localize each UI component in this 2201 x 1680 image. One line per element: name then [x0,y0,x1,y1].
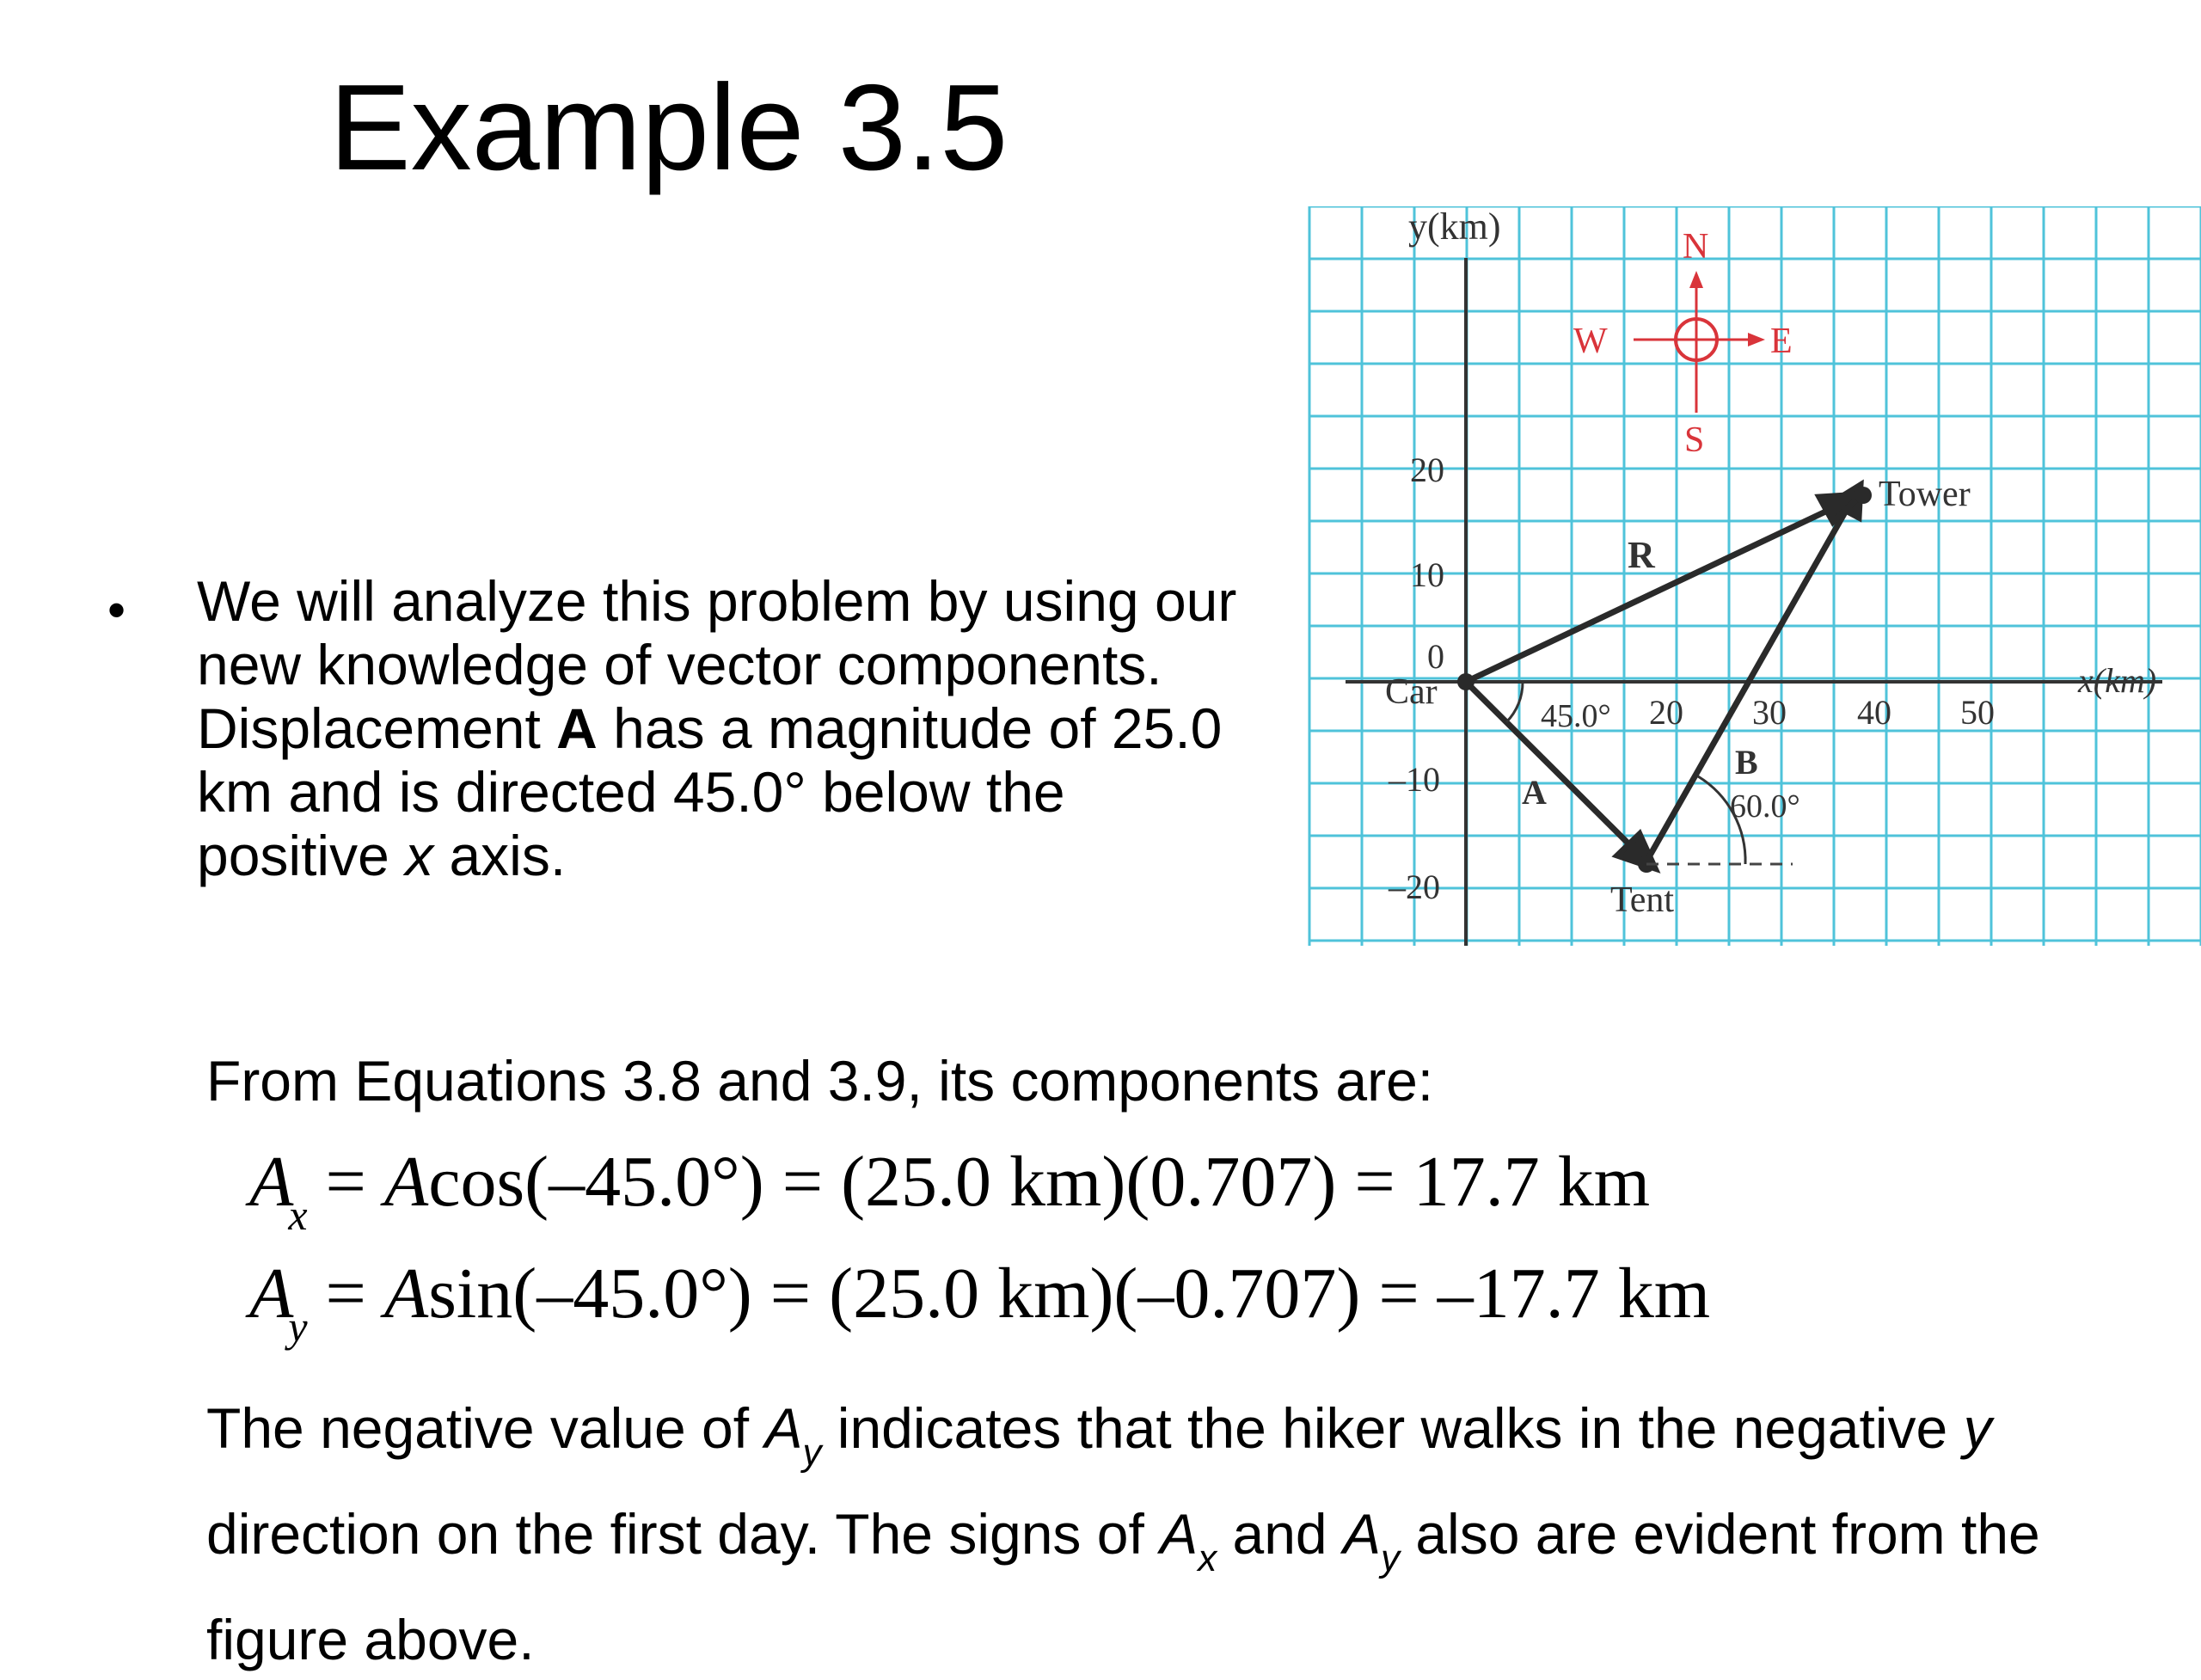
conclusion-text: The negative value of $A_y$ indicates that the hiker walks in the negative y direction on the first day. The signs of $A_x$ and $A_y$ also are evident from the figure above. [206,1396,2040,1671]
compass-west: W [1573,322,1608,361]
compass-east: E [1770,322,1793,361]
equation-ay: $A_y = Asin(-45.0^\circ) = (25.0$ km)(–0.707) = –17.7 km [249,1254,1711,1351]
bullet-text: We will analyze this problem by using our new knowledge of vector components. Displacement A has a magnitude of 25.0 km and is directed 45.0° below the positive x axis. [197,569,1237,887]
vector-r-label: R [1628,534,1655,576]
angle-b-label: 60.0° [1730,788,1800,825]
y-tick-10: 10 [1410,555,1444,594]
x-axis-label: x(km) [2078,661,2157,700]
y-tick-neg20: –20 [1389,868,1440,906]
slide-title: Example 3.5 [329,59,1009,196]
car-point-icon [1457,673,1474,690]
equation-ax: $A_x = Acos(-45.0^\circ) = (25.0$ km)(0.707) = 17.7 km [249,1142,1651,1239]
y-tick-neg10: –10 [1389,760,1440,799]
bullet-icon: • [107,581,126,639]
angle-a-label: 45.0° [1541,698,1611,734]
compass-north: N [1683,227,1709,267]
x-tick-20: 20 [1649,693,1683,732]
tent-label: Tent [1610,880,1675,920]
vector-b-label: B [1735,743,1758,782]
compass-south: S [1684,420,1705,460]
x-tick-50: 50 [1960,693,1995,732]
intro-text: From Equations 3.8 and 3.9, its components are: [206,1049,1434,1113]
x-tick-30: 30 [1752,693,1787,732]
y-axis-label: y(km) [1408,206,1501,248]
car-label: Car [1385,672,1438,712]
x-tick-40: 40 [1857,693,1891,732]
vector-diagram [1303,206,2201,972]
tower-point-icon [1855,487,1872,504]
y-tick-0: 0 [1427,637,1444,676]
y-tick-20: 20 [1410,451,1444,489]
vector-a-label: A [1522,773,1547,812]
tower-label: Tower [1879,475,1971,514]
